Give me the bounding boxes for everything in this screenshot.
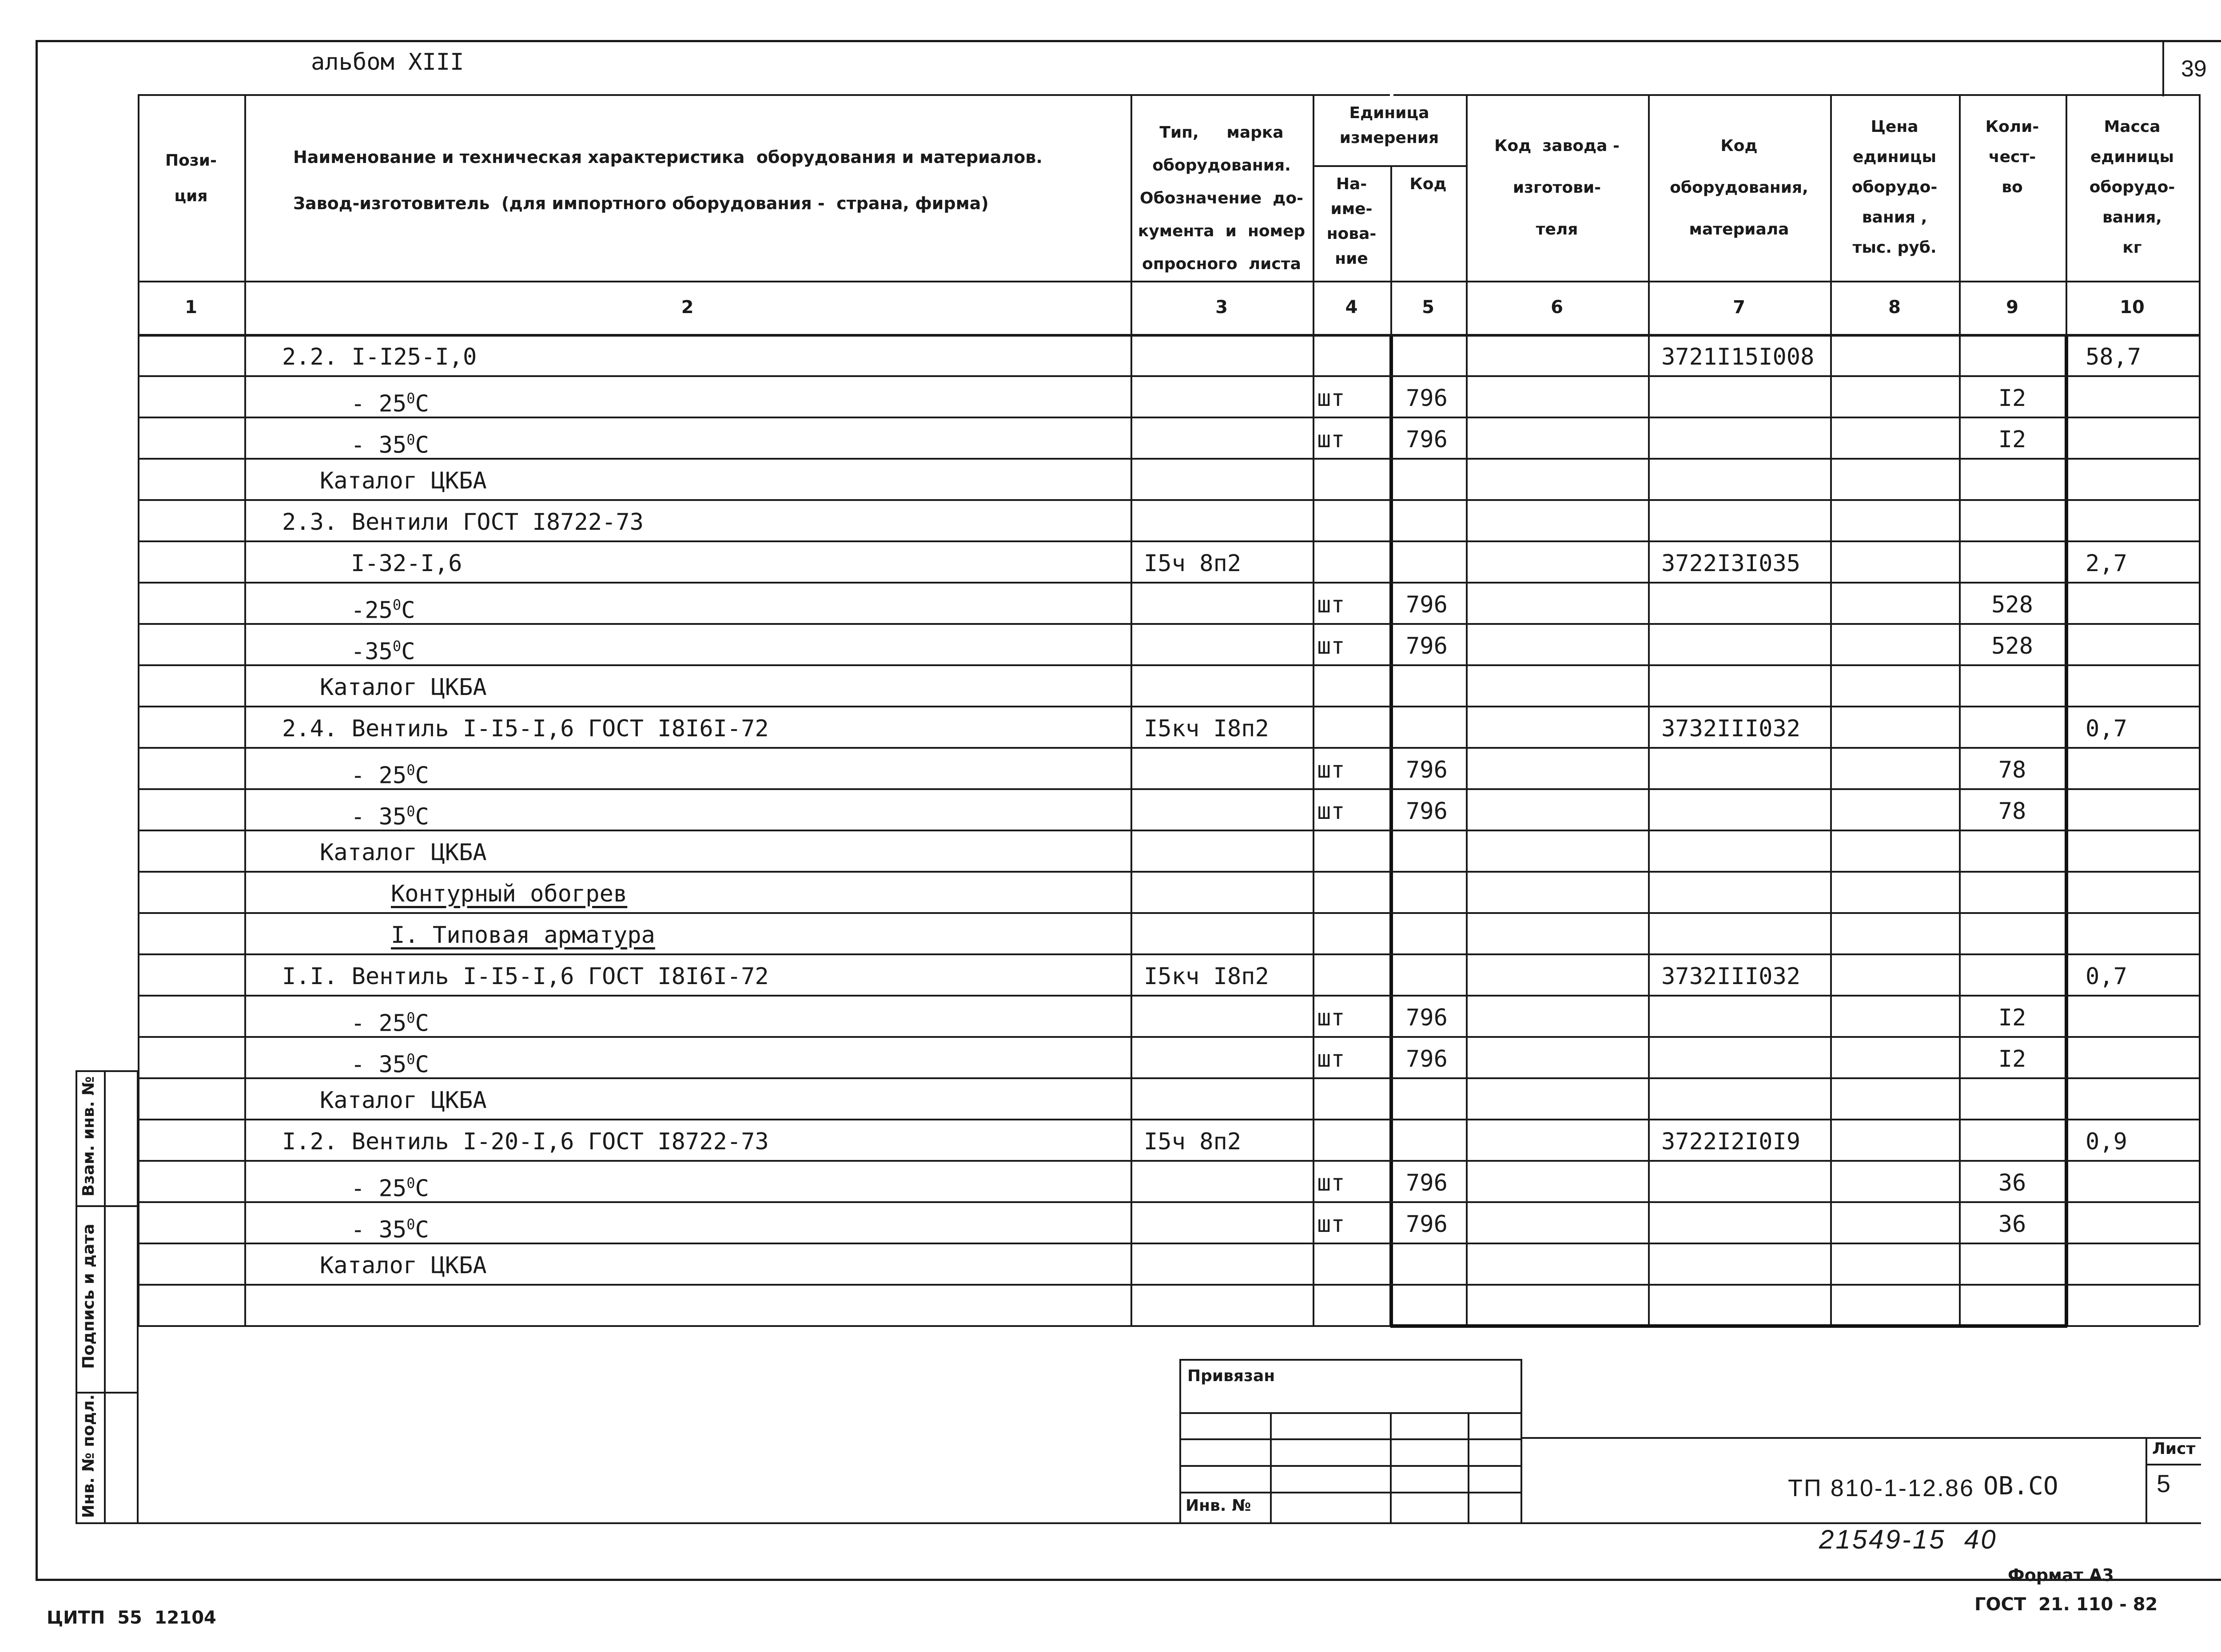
- handwritten-number: 21549-15 40: [1819, 1525, 1998, 1554]
- row-unit-code: 796: [1406, 385, 1448, 412]
- column-number-8: 8: [1888, 297, 1901, 318]
- column-header-line: оборудования,: [1670, 179, 1808, 197]
- row-unit: шт: [1317, 1211, 1345, 1238]
- row-name-text: I-32-I,6: [351, 550, 462, 577]
- sheet-cell-divider: [2145, 1437, 2147, 1522]
- row-name: [320, 1245, 487, 1286]
- row-name: [320, 667, 487, 708]
- page-number-divider: [2162, 42, 2164, 96]
- row-name: [320, 1080, 487, 1121]
- row-unit-code: 796: [1406, 798, 1448, 825]
- row-mass: 2,7: [2086, 550, 2127, 577]
- row-quantity: 36: [1998, 1211, 2026, 1238]
- row-unit-code: 796: [1406, 592, 1448, 618]
- column-header-line: оборудо-: [1851, 178, 1938, 196]
- row-unit: шт: [1317, 1046, 1345, 1072]
- row-unit-code: 796: [1406, 757, 1448, 783]
- stamp-col-line: [1468, 1412, 1469, 1522]
- unit-suffix: C: [415, 762, 429, 789]
- column-number-4: 4: [1345, 297, 1358, 318]
- row-name-text: -25: [351, 597, 393, 624]
- column-header-line: кг: [2122, 238, 2142, 257]
- column-header-line: нова-: [1326, 225, 1377, 243]
- row-type: I5ч 8п2: [1144, 1128, 1242, 1155]
- degree-mark: 0: [406, 803, 415, 820]
- row-material-code: 3732III032: [1661, 715, 1801, 742]
- row-name-text: - 35: [351, 1216, 407, 1243]
- row-unit: шт: [1317, 798, 1345, 825]
- row-name-text: - 25: [351, 390, 407, 417]
- degree-mark: 0: [392, 638, 402, 655]
- row-unit: шт: [1317, 633, 1345, 659]
- row-name-text: Каталог ЦКБА: [320, 1252, 487, 1279]
- column-header-9: [1959, 112, 2066, 203]
- unit-suffix: C: [415, 1216, 429, 1243]
- table-row: [138, 1119, 2199, 1160]
- column-header-line: теля: [1536, 220, 1578, 238]
- column-header-line: вания,: [2102, 208, 2162, 226]
- unit-suffix: C: [415, 1175, 429, 1202]
- column-header-line: Наименование и техническая характеристика оборудования и материалов.: [293, 147, 1043, 167]
- row-type: I5кч I8п2: [1144, 715, 1269, 742]
- row-name: [391, 915, 655, 956]
- row-name-text: - 35: [351, 803, 407, 830]
- degree-mark: 0: [406, 762, 415, 778]
- row-name: [351, 543, 462, 584]
- privyazan-label: Привязан: [1187, 1367, 1275, 1385]
- table-row: [138, 375, 2199, 417]
- unit-suffix: C: [415, 803, 429, 830]
- degree-mark: 0: [406, 1051, 415, 1068]
- row-unit-code: 796: [1406, 1211, 1448, 1238]
- stamp-row-line: [1181, 1465, 1520, 1467]
- row-name: [282, 502, 644, 543]
- side-label-inv: Инв. № подл.: [80, 1394, 98, 1518]
- row-quantity: I2: [1998, 1005, 2026, 1031]
- row-material-code: 3722I3I035: [1661, 550, 1801, 577]
- row-unit-code: 796: [1406, 633, 1448, 659]
- row-type: I5кч I8п2: [1144, 963, 1269, 990]
- column-header-line: оборудо-: [2089, 178, 2175, 196]
- sheet-label: Лист: [2152, 1440, 2196, 1458]
- row-name-text: - 25: [351, 1010, 407, 1037]
- row-name: [282, 708, 769, 749]
- row-material-code: 3721I15I008: [1661, 344, 1815, 370]
- row-unit: шт: [1317, 385, 1345, 412]
- table-row: [138, 1201, 2199, 1243]
- side-stamp: [76, 1070, 139, 1524]
- table-row: [138, 582, 2199, 623]
- row-name-text: I. Типовая арматура: [391, 922, 655, 949]
- row-name-text: Контурный обогрев: [391, 881, 628, 907]
- row-name: [282, 337, 477, 377]
- column-header-line: вания ,: [1862, 208, 1927, 226]
- side-stamp-divider: [104, 1072, 106, 1522]
- row-name-text: Каталог ЦКБА: [320, 839, 487, 866]
- row-name: [320, 832, 487, 873]
- column-header-line: материала: [1689, 220, 1789, 238]
- stamp-col-line: [1390, 1412, 1392, 1522]
- row-name-text: - 25: [351, 762, 407, 789]
- stamp-row-line: [1181, 1438, 1520, 1440]
- row-name-text: 2.2. I-I25-I,0: [282, 344, 477, 370]
- degree-mark: 0: [406, 390, 415, 407]
- column-header-5: [1390, 172, 1466, 197]
- column-header-line: чест-: [1988, 148, 2036, 166]
- row-quantity: 78: [1998, 757, 2026, 783]
- column-number-5: 5: [1422, 297, 1434, 318]
- degree-mark: 0: [392, 596, 402, 613]
- row-quantity: 78: [1998, 798, 2026, 825]
- document-code: ТП 810-1-12.86: [1788, 1475, 1975, 1501]
- table-row: [138, 458, 2199, 499]
- column-number-9: 9: [2006, 297, 2018, 318]
- row-unit-code: 796: [1406, 1170, 1448, 1196]
- unit-group-title-line: измерения: [1339, 129, 1439, 147]
- row-mass: 58,7: [2086, 344, 2141, 370]
- column-header-line: име-: [1330, 200, 1373, 218]
- table-row: [138, 995, 2199, 1036]
- unit-suffix: C: [415, 432, 429, 459]
- unit-suffix: C: [401, 638, 415, 665]
- column-number-7: 7: [1733, 297, 1745, 318]
- table-row: [138, 1160, 2199, 1201]
- column-header-1: [138, 143, 244, 214]
- table-row: [138, 830, 2199, 871]
- row-name-text: Каталог ЦКБА: [320, 468, 487, 494]
- row-name-text: 2.3. Вентили ГОСТ I8722-73: [282, 509, 644, 536]
- table-row: [138, 540, 2199, 582]
- row-unit: шт: [1317, 426, 1345, 453]
- table-row: [138, 912, 2199, 953]
- column-header-line: Код: [1409, 175, 1447, 193]
- unit-suffix: C: [401, 597, 415, 624]
- row-name-text: Каталог ЦКБА: [320, 674, 487, 701]
- unit-suffix: C: [415, 1051, 429, 1078]
- table-row: [138, 706, 2199, 747]
- row-name-text: I.2. Вентиль I-20-I,6 ГОСТ I8722-73: [282, 1128, 769, 1155]
- table-row: [138, 747, 2199, 788]
- row-name-text: I.I. Вентиль I-I5-I,6 ГОСТ I8I6I-72: [282, 963, 769, 990]
- column-header-line: Обозначение до-: [1139, 189, 1303, 207]
- column-header-line: оборудования.: [1152, 156, 1291, 175]
- column-header-line: ние: [1335, 250, 1368, 268]
- column-header-line: Завод-изготовитель (для импортного оборудования - страна, фирма): [293, 194, 989, 213]
- row-quantity: I2: [1998, 1046, 2026, 1072]
- footer-format: Формат А3: [2008, 1565, 2114, 1585]
- unit-group-title: [1313, 101, 1466, 151]
- column-header-line: тыс. руб.: [1852, 238, 1937, 257]
- row-name-text: - 35: [351, 1051, 407, 1078]
- table-row: [138, 334, 2199, 375]
- stamp-row-line: [1181, 1412, 1520, 1414]
- table-row: [138, 1077, 2199, 1119]
- column-header-line: ция: [174, 187, 208, 205]
- row-unit-code: 796: [1406, 1005, 1448, 1031]
- title-block: [1179, 1359, 2201, 1554]
- row-unit: шт: [1317, 757, 1345, 783]
- row-mass: 0,7: [2086, 715, 2127, 742]
- column-number-3: 3: [1215, 297, 1228, 318]
- column-number-6: 6: [1551, 297, 1563, 318]
- page-number: 39: [2181, 56, 2207, 82]
- table-row: [138, 1036, 2199, 1077]
- row-name-text: 2.4. Вентиль I-I5-I,6 ГОСТ I8I6I-72: [282, 715, 769, 742]
- stamp-col-line: [1270, 1412, 1272, 1522]
- unit-suffix: C: [415, 390, 429, 417]
- row-name: [282, 956, 769, 997]
- column-header-line: Пози-: [165, 151, 217, 170]
- album-label: альбом XIII: [311, 49, 464, 75]
- table-row: [138, 623, 2199, 664]
- table-row: [138, 788, 2199, 830]
- table-row: [138, 1284, 2199, 1325]
- column-header-line: во: [2002, 178, 2023, 196]
- row-quantity: I2: [1998, 426, 2026, 453]
- degree-mark: 0: [406, 1216, 415, 1233]
- footer-gost: ГОСТ 21. 110 - 82: [1974, 1594, 2158, 1615]
- equipment-table: [138, 94, 2199, 1349]
- column-number-2: 2: [681, 297, 694, 318]
- row-quantity: I2: [1998, 385, 2026, 412]
- degree-mark: 0: [406, 1175, 415, 1191]
- footer-left: ЦИТП 55 12104: [47, 1608, 216, 1628]
- row-type: I5ч 8п2: [1144, 550, 1242, 577]
- row-name: [282, 1121, 769, 1162]
- degree-mark: 0: [406, 431, 415, 448]
- row-unit-code: 796: [1406, 426, 1448, 453]
- column-header-4: [1313, 172, 1390, 271]
- column-divider: [2199, 94, 2201, 1325]
- unit-suffix: C: [415, 1010, 429, 1037]
- row-name-text: -35: [351, 638, 393, 665]
- degree-mark: 0: [406, 1009, 415, 1026]
- column-header-line: единицы: [1852, 148, 1937, 166]
- row-material-code: 3722I2I0I9: [1661, 1128, 1801, 1155]
- table-top-line: [138, 94, 2199, 96]
- column-number-10: 10: [2120, 297, 2145, 318]
- column-header-line: кумента и номер: [1138, 222, 1306, 240]
- column-header-line: единицы: [2090, 148, 2174, 166]
- row-unit-code: 796: [1406, 1046, 1448, 1072]
- row-quantity: 528: [1991, 592, 2033, 618]
- inv-no-label: Инв. №: [1186, 1497, 1251, 1515]
- row-name-text: - 25: [351, 1175, 407, 1202]
- column-header-2: [244, 134, 1130, 226]
- column-header-line: Цена: [1871, 118, 1918, 136]
- privyazan-box: [1179, 1359, 1522, 1524]
- document-suffix: ОВ.СО: [1983, 1472, 2058, 1501]
- sheet-cell-line: [2145, 1464, 2201, 1465]
- table-row: [138, 871, 2199, 912]
- row-material-code: 3732III032: [1661, 963, 1801, 990]
- row-unit: шт: [1317, 1005, 1345, 1031]
- column-header-line: Коли-: [1985, 118, 2039, 136]
- row-quantity: 528: [1991, 633, 2033, 659]
- column-header-3: [1130, 116, 1313, 281]
- row-quantity: 36: [1998, 1170, 2026, 1196]
- column-header-line: изготови-: [1513, 179, 1601, 197]
- side-stamp-row-divider: [77, 1205, 137, 1207]
- column-header-line: Код завода -: [1494, 137, 1620, 155]
- table-row: [138, 953, 2199, 995]
- unit-group-title-line: Единица: [1349, 104, 1429, 122]
- row-name: [391, 874, 627, 914]
- row-unit: шт: [1317, 592, 1345, 618]
- row-name-text: - 35: [351, 432, 407, 459]
- side-label-podpis: Подпись и дата: [80, 1223, 98, 1369]
- column-number-1: 1: [185, 297, 197, 318]
- row-unit: шт: [1317, 1170, 1345, 1196]
- column-header-line: На-: [1336, 175, 1367, 193]
- table-row: [138, 664, 2199, 706]
- column-header-10: [2066, 112, 2199, 263]
- column-header-line: Тип, марка: [1159, 123, 1284, 142]
- table-bottom-border: [138, 1522, 2201, 1524]
- table-row: [138, 417, 2199, 458]
- column-header-line: Масса: [2104, 118, 2161, 136]
- column-header-6: [1466, 125, 1648, 250]
- table-row: [138, 499, 2199, 540]
- table-row: [138, 1243, 2199, 1284]
- row-mass: 0,9: [2086, 1128, 2127, 1155]
- side-label-vzam: Взам. инв. №: [80, 1076, 98, 1197]
- column-header-line: опросного листа: [1142, 255, 1301, 273]
- column-header-line: Код: [1720, 137, 1758, 155]
- unit-group-line: [1313, 165, 1466, 167]
- row-name: [320, 461, 487, 501]
- row-name-text: Каталог ЦКБА: [320, 1087, 487, 1114]
- stamp-top-line: [1522, 1437, 2201, 1439]
- row-mass: 0,7: [2086, 963, 2127, 990]
- column-header-8: [1830, 112, 1959, 263]
- column-header-7: [1648, 125, 1830, 250]
- stamp-row-line: [1181, 1492, 1520, 1493]
- sheet-number: 5: [2157, 1469, 2171, 1497]
